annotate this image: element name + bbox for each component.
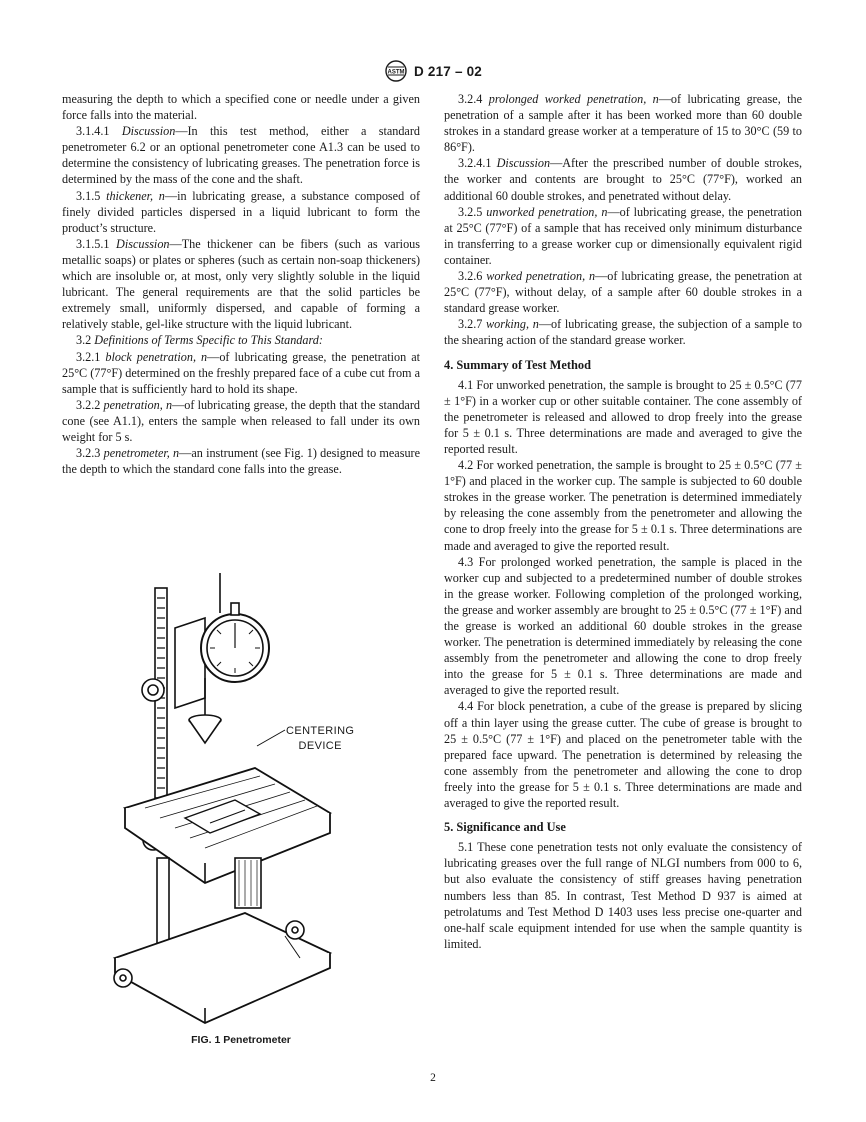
astm-logo-icon bbox=[384, 60, 408, 82]
document-number: D 217 – 02 bbox=[413, 63, 483, 79]
figure-caption: FIG. 1 Penetrometer bbox=[191, 1034, 291, 1046]
paragraph: 3.2.2 penetration, n—of lubricating grease, the depth that the standard cone (see A1.1), enters the sample when released to fall under its own weight for 5 s. bbox=[62, 397, 420, 444]
paragraph: 4.1 For unworked penetration, the sample is brought to 25 ± 0.5°C (77 ± 1°F) in a worker cup or other suitable container. The cone assembly of the penetrometer is released and allowed to drop freely into the grease for 5 ± 0.1 s. Three determinations are made and averaged to give the reported result. bbox=[444, 377, 802, 456]
centering-device-label: CENTERING DEVICE bbox=[286, 725, 355, 752]
page-header bbox=[0, 58, 866, 84]
paragraph: 5.1 These cone penetration tests not only evaluate the consistency of lubricating greases over the full range of NLGI numbers from 000 to 6, but also evaluate the consistency of stiff greases having penetration numbers less than 85. In contrast, Test Method D 937 is aimed at petrolatums and Test Method D 1403 uses less precise one-quarter and one-half scale equipment intended for use when the sample quantity is limited. bbox=[444, 840, 802, 951]
section-heading: 4. Summary of Test Method bbox=[444, 357, 591, 372]
page-number: 2 bbox=[430, 1072, 436, 1084]
left-column bbox=[62, 91, 420, 477]
paragraph: measuring the depth to which a specified cone or needle under a given force falls into the material. bbox=[62, 92, 420, 123]
paragraph: 3.2.4.1 Discussion—After the prescribed number of double strokes, the worker and contents are brought to 25°C (77°F), worked an additional 60 double strokes, and penetrated without delay. bbox=[444, 156, 802, 203]
paragraph: 3.1.5 thickener, n—in lubricating grease, a substance composed of finely divided particles dispersed in a liquid lubricant to form the product’s structure. bbox=[62, 188, 420, 235]
paragraph: 3.2.1 block penetration, n—of lubricating grease, the penetration at 25°C (77°F) determined on the freshly prepared face of a cube cut from a sample that is sufficiently hard to hold its shape. bbox=[62, 349, 421, 396]
section-heading: 5. Significance and Use bbox=[444, 820, 566, 835]
right-column bbox=[444, 91, 802, 952]
paragraph: 3.1.5.1 Discussion—The thickener can be fibers (such as various metallic soaps) or plates or spheres (such as certain non-soap thickeners) which are insoluble or, at most, only very slightly soluble in the liquid lubricant. The general requirements are that the solid particles be extremely small, uniformly dispersed, and capable of forming a relatively stable, gel-like structure with the liquid lubricant. bbox=[62, 236, 421, 332]
paragraph: 3.2.5 unworked penetration, n—of lubricating grease, the penetration at 25°C (77°F) of a sample that has received only minimum disturbance in transferring to a grease worker cup or dimensionally equivalent rigid container. bbox=[444, 204, 802, 267]
paragraph: 3.2.3 penetrometer, n—an instrument (see Fig. 1) designed to measure the depth to which the standard cone falls into the grease. bbox=[62, 446, 421, 477]
paragraph: 3.2.4 prolonged worked penetration, n—of lubricating grease, the penetration of a sample after it has been worked more than 60 double strokes in a standard grease worker at a temperature of 15 to 30°C (59 to 86°F). bbox=[444, 92, 803, 155]
svg-text:ASTM: ASTM bbox=[387, 69, 405, 76]
penetrometer-figure bbox=[85, 568, 395, 1038]
paragraph: 4.3 For prolonged worked penetration, the sample is placed in the worker cup and subjected to a predetermined number of double strokes in the grease worker. Following completion of the prolonged working, the grease and worker assembly are brought to 25 ± 0.5°C (77 ± 1°F) and the grease is worked an additional 60 double strokes in the grease worker. The penetration is determined immediately by releasing the cone assembly from the penetrometer and allowing the cone to drop freely into the grease for 5 ± 0.1 s. Three determinations are made and averaged to give the reported result. bbox=[444, 554, 802, 698]
paragraph: 3.2 Definitions of Terms Specific to This Standard: bbox=[76, 333, 323, 348]
paragraph: 3.1.4.1 Discussion—In this test method, either a standard penetrometer 6.2 or an optional penetrometer cone A1.3 can be used to determine the consistency of lubricating greases. The penetration force is determined by the mass of the cone and the shaft. bbox=[62, 124, 420, 187]
paragraph: 3.2.7 working, n—of lubricating grease, the subjection of a sample to the shearing action of the standard grease worker. bbox=[444, 317, 803, 348]
paragraph: 3.2.6 worked penetration, n—of lubricating grease, the penetration at 25°C (77°F), without delay, of a sample after 60 double strokes in a standard grease worker. bbox=[444, 269, 802, 316]
paragraph: 4.4 For block penetration, a cube of the grease is prepared by slicing off a thin layer using the grease cutter. The cube of grease is brought to 25 ± 0.5°C (77 ± 1°F) and placed on the penetrometer table with the prepared face upward. The penetration is determined by releasing the cone assembly from the penetrometer and allowing the cone to drop freely into the grease for 5 ± 0.1 s. Three determinations are made and averaged to give the reported result. bbox=[444, 699, 802, 811]
paragraph: 4.2 For worked penetration, the sample is brought to 25 ± 0.5°C (77 ± 1°F) and placed in the worker cup. The sample is subjected to 60 double strokes in the grease worker. The penetration is determined immediately by releasing the cone assembly from the penetrometer and allowing the cone to drop freely into the grease for 5 ± 0.1 s. Three determinations are made and averaged to give the reported result. bbox=[444, 458, 802, 553]
